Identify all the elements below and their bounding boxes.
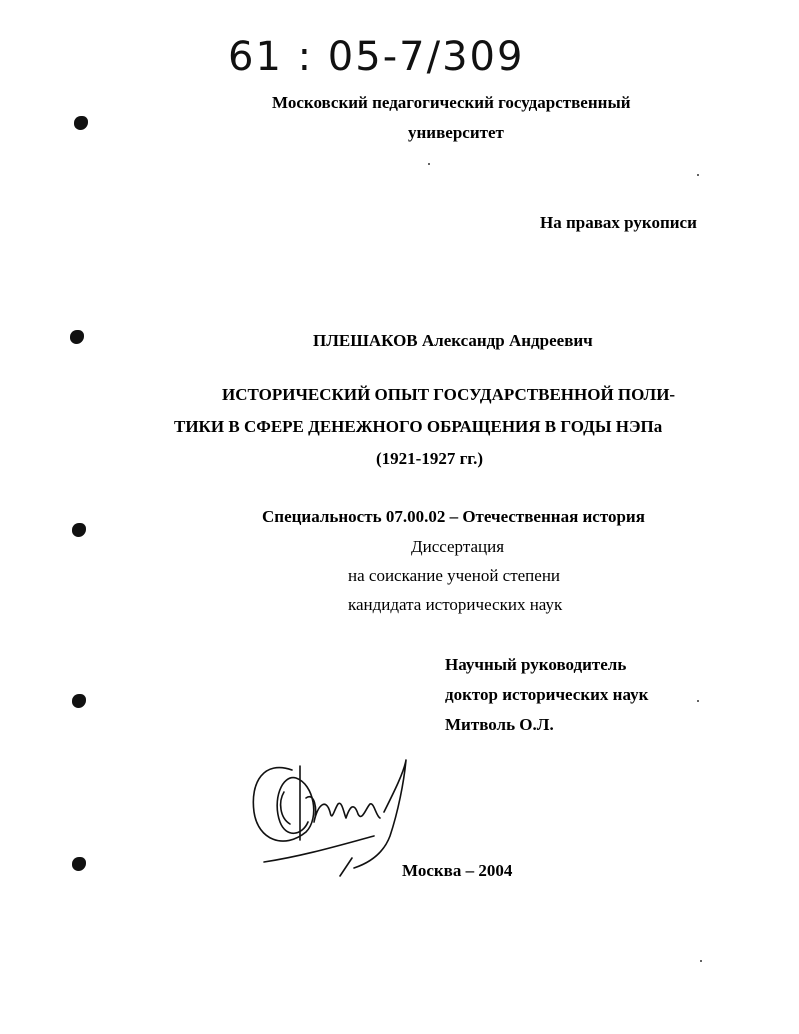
supervisor-line-3: Митволь О.Л. <box>445 715 554 734</box>
author-name: ПЛЕШАКОВ Александр Андреевич <box>313 331 593 350</box>
supervisor-line-1: Научный руководитель <box>445 655 627 674</box>
scan-blot <box>72 694 86 708</box>
dissertation-line-2: на соискание ученой степени <box>348 566 561 585</box>
scan-blot <box>72 523 86 537</box>
scan-speck <box>697 700 699 702</box>
title-line-3: (1921-1927 гг.) <box>376 449 484 468</box>
manuscript-rights-note: На правах рукописи <box>540 213 697 232</box>
title-line-1: ИСТОРИЧЕСКИЙ ОПЫТ ГОСУДАРСТВЕННОЙ ПОЛИ- <box>222 385 676 404</box>
supervisor-line-2: доктор исторических наук <box>445 685 649 704</box>
scan-blot <box>74 116 88 130</box>
institution-line-2: университет <box>408 123 504 142</box>
dissertation-line-3: кандидата исторических наук <box>348 595 563 614</box>
specialty: Специальность 07.00.02 – Отечественная история <box>262 507 645 526</box>
scan-speck <box>700 960 702 962</box>
handwritten-archive-code: 61 : 05-7/309 <box>228 34 525 80</box>
author-signature <box>244 752 424 877</box>
place-and-year: Москва – 2004 <box>402 861 513 880</box>
title-line-2: ТИКИ В СФЕРЕ ДЕНЕЖНОГО ОБРАЩЕНИЯ В ГОДЫ НЭПа <box>174 417 663 436</box>
scan-blot <box>72 857 86 871</box>
scan-speck <box>428 163 430 165</box>
scan-speck <box>697 174 699 176</box>
scan-blot <box>70 330 84 344</box>
institution-line-1: Московский педагогический государственный <box>272 93 631 112</box>
dissertation-line-1: Диссертация <box>411 537 505 556</box>
